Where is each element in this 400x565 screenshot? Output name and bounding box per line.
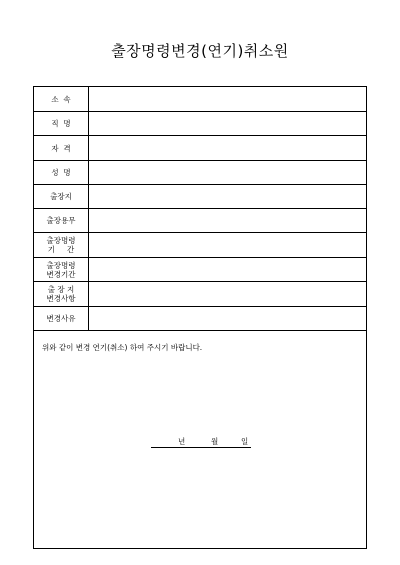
date-day-label: 일 (241, 437, 249, 446)
row-label-qualification: 자 격 (34, 136, 89, 160)
request-form-table (33, 86, 367, 549)
form-row-affiliation (34, 87, 366, 112)
change-reason-field[interactable] (89, 307, 366, 330)
form-row-destination (34, 185, 366, 209)
form-row-changed-period (34, 258, 366, 282)
form-row-change-reason (34, 307, 366, 331)
form-row-position (34, 112, 366, 136)
row-label-affiliation: 소 속 (34, 87, 89, 111)
affiliation-field[interactable] (89, 87, 366, 111)
form-row-qualification (34, 136, 366, 161)
order-period-field[interactable] (89, 233, 366, 257)
destination-field[interactable] (89, 185, 366, 208)
purpose-field[interactable] (89, 209, 366, 232)
page-title: 출장명령변경(연기)취소원 (111, 42, 289, 60)
row-label-changed-period: 출장명령 변경기간 (34, 258, 89, 281)
date-year-label: 년 (178, 437, 186, 446)
statement-area (34, 331, 366, 548)
date-month-label: 월 (211, 437, 219, 446)
row-label-purpose: 출장용무 (34, 209, 89, 232)
form-row-destination-change (34, 282, 366, 307)
request-statement: 위와 같이 변경 연기(취소) 하여 주시기 바랍니다. (42, 343, 203, 352)
form-row-order-period (34, 233, 366, 258)
row-label-position: 직 명 (34, 112, 89, 135)
row-label-change-reason: 변경사유 (34, 307, 89, 330)
row-label-order-period: 출장명령 기 간 (34, 233, 89, 257)
row-label-name: 성 명 (34, 161, 89, 184)
qualification-field[interactable] (89, 136, 366, 160)
changed-period-field[interactable] (89, 258, 366, 281)
destination-change-field[interactable] (89, 282, 366, 306)
form-row-purpose (34, 209, 366, 233)
row-label-destination-change: 출 장 지 변경사항 (34, 282, 89, 306)
position-field[interactable] (89, 112, 366, 135)
row-label-destination: 출장지 (34, 185, 89, 208)
name-field[interactable] (89, 161, 366, 184)
form-row-name (34, 161, 366, 185)
date-line[interactable] (151, 437, 251, 448)
